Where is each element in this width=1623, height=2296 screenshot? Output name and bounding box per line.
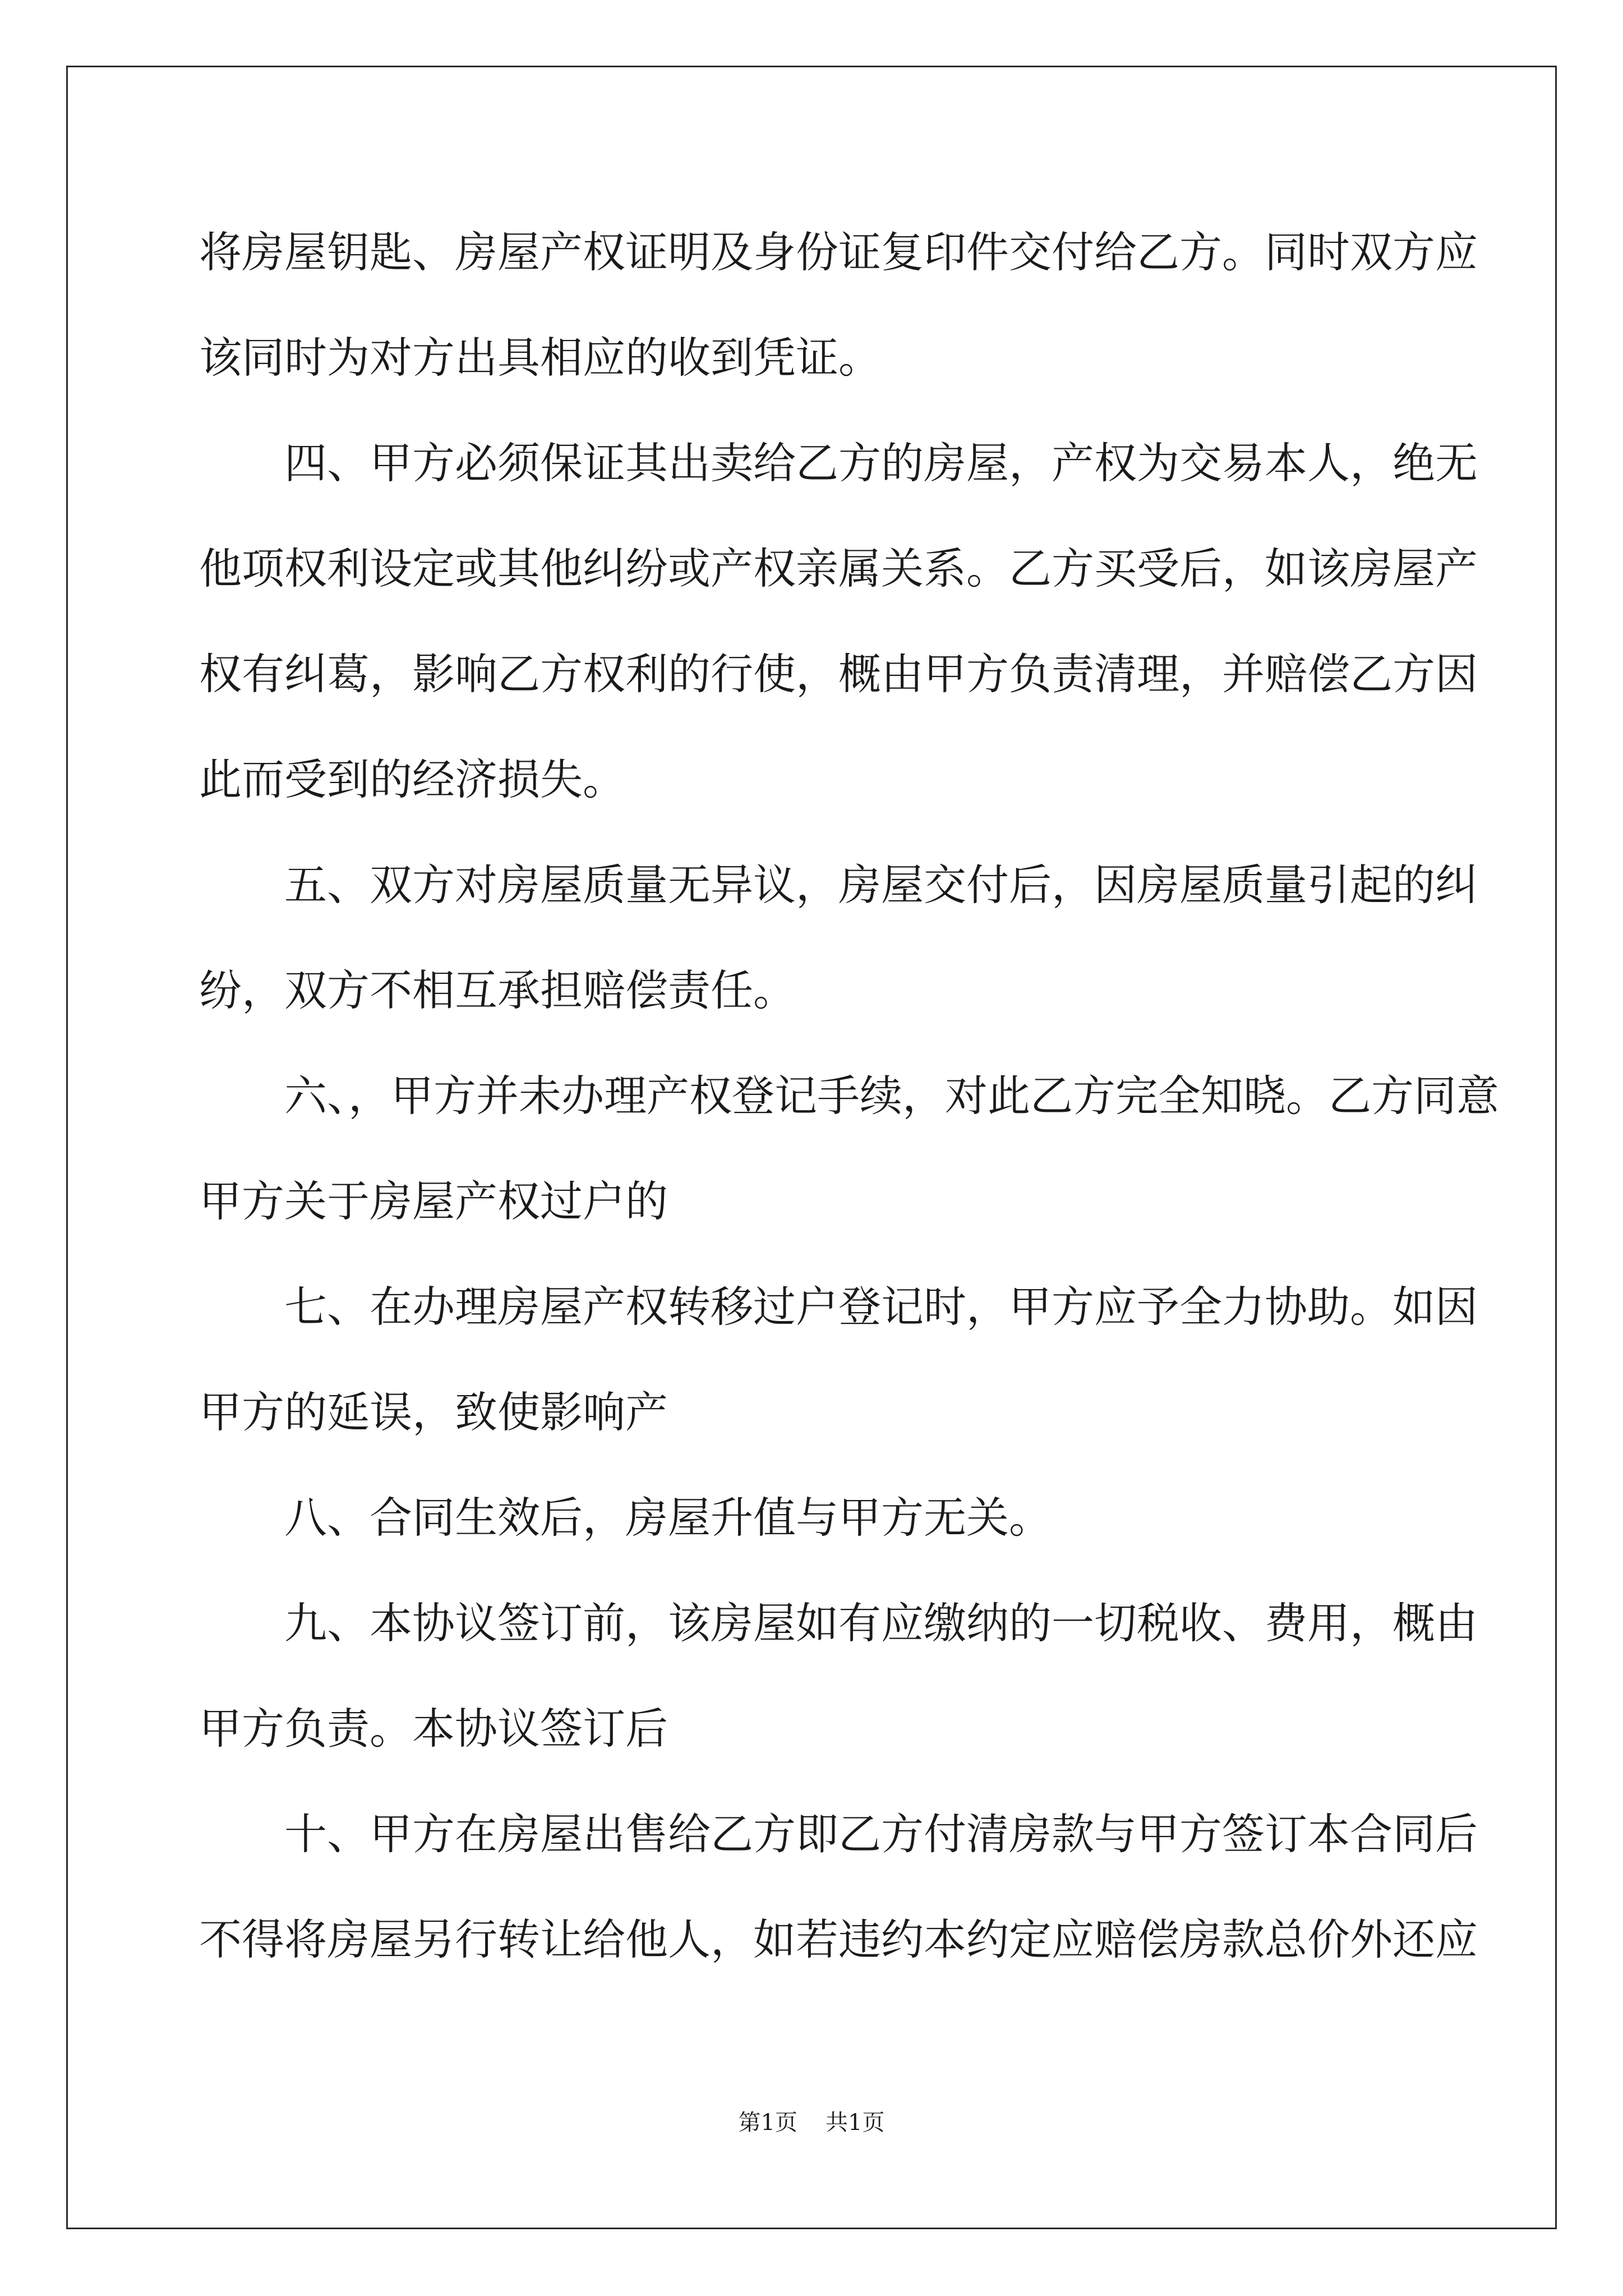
text-line: 权有纠葛，影响乙方权利的行使，概由甲方负责清理，并赔偿乙方因 xyxy=(199,649,1478,699)
page-total: 共1页 xyxy=(826,2110,885,2136)
text-line: 甲方的延误，致使影响产 xyxy=(199,1387,668,1437)
text-line: 九、本协议签订前，该房屋如有应缴纳的一切税收、费用，概由 xyxy=(199,1598,1478,1648)
text-line: 五、双方对房屋质量无异议，房屋交付后，因房屋质量引起的纠 xyxy=(199,860,1478,910)
text-line: 他项权利设定或其他纠纷或产权亲属关系。乙方买受后，如该房屋产 xyxy=(199,544,1478,593)
page-number: 第1页 xyxy=(738,2110,797,2136)
text-line: 十、甲方在房屋出售给乙方即乙方付清房款与甲方签订本合同后 xyxy=(199,1809,1478,1859)
text-line: 四、甲方必须保证其出卖给乙方的房屋，产权为交易本人，绝无 xyxy=(199,438,1478,488)
text-line: 甲方关于房屋产权过户的 xyxy=(199,1176,668,1226)
text-line: 此而受到的经济损失。 xyxy=(199,754,625,804)
text-line: 甲方负责。本协议签订后 xyxy=(199,1704,668,1754)
document-body xyxy=(199,200,1499,1993)
text-line: 六、，甲方并未办理产权登记手续，对此乙方完全知晓。乙方同意 xyxy=(199,1071,1499,1121)
text-line: 不得将房屋另行转让给他人，如若违约本约定应赔偿房款总价外还应 xyxy=(199,1915,1478,1964)
text-line: 该同时为对方出具相应的收到凭证。 xyxy=(199,333,881,383)
text-line: 八、合同生效后，房屋升值与甲方无关。 xyxy=(199,1493,1052,1543)
page-footer xyxy=(0,2105,1623,2137)
text-line: 纷，双方不相互承担赔偿责任。 xyxy=(199,965,796,1015)
text-line: 七、在办理房屋产权转移过户登记时，甲方应予全力协助。如因 xyxy=(199,1282,1478,1332)
text-line: 将房屋钥匙、房屋产权证明及身份证复印件交付给乙方。同时双方应 xyxy=(199,227,1478,277)
